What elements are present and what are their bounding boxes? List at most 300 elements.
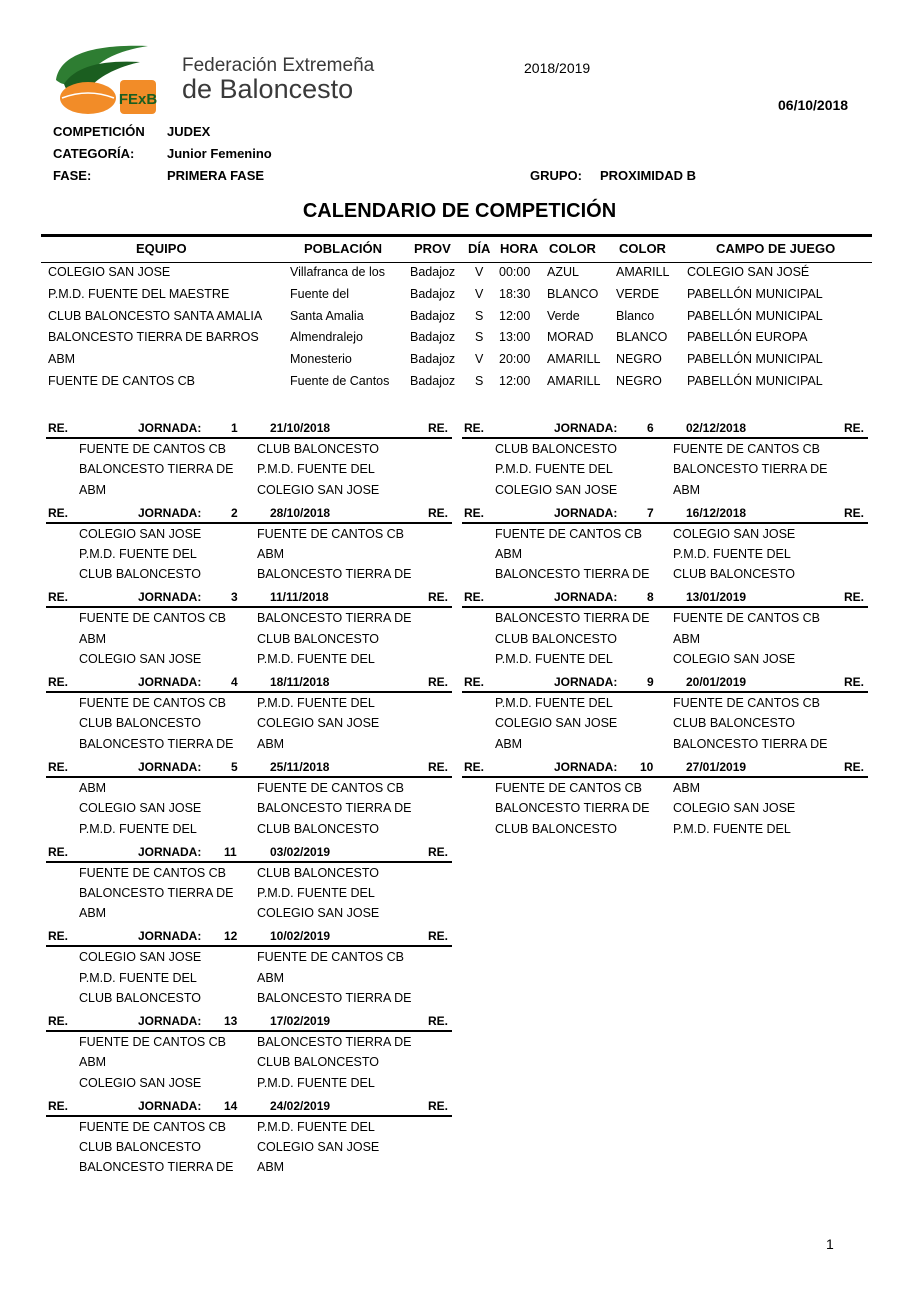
match-row [46,544,452,564]
jornada-re-right: RE. [428,590,449,605]
jornada-re-left: RE. [48,590,69,605]
home-team: COLEGIO SAN JOSE [79,526,202,541]
teams-table-header [41,234,872,263]
team-cell-color-1: Verde [547,308,580,323]
jornada-date: 17/02/2019 [270,1013,331,1028]
away-team: P.M.D. FUENTE DEL [257,652,375,667]
jornada-date: 25/11/2018 [270,759,330,774]
jornada-re-left: RE. [464,421,485,435]
home-team: FUENTE DE CANTOS CB [495,526,643,541]
jornada-block [46,1098,452,1178]
away-team: CLUB BALONCESTO [257,821,380,836]
away-team: P.M.D. FUENTE DEL [673,547,791,562]
jornada-re-right: RE. [844,759,865,774]
away-team: BALONCESTO TIERRA DE [673,462,828,477]
jornada-number: 1 [231,421,238,435]
team-cell-equipo: FUENTE DE CANTOS CB [48,374,196,388]
team-cell-color-1: BLANCO [547,286,599,301]
home-team: CLUB BALONCESTO [79,1139,202,1154]
jornada-block [46,928,452,1008]
jornada-block [462,759,868,839]
jornada-header [462,589,868,608]
jornada-re-left: RE. [464,505,485,520]
match-row [462,564,868,584]
team-row [0,309,919,331]
match-row [46,608,452,628]
match-row [46,524,452,544]
home-team: BALONCESTO TIERRA DE [495,801,650,816]
match-row [462,544,868,564]
away-team: P.M.D. FUENTE DEL [257,1075,375,1090]
jornada-re-left: RE. [48,1013,69,1028]
home-team: P.M.D. FUENTE DEL [79,970,197,985]
jornada-block [462,505,868,585]
category-label: CATEGORÍA: [53,146,135,161]
away-team: FUENTE DE CANTOS CB [673,442,821,456]
jornada-label: JORNADA: [554,505,618,520]
jornada-block [462,674,868,754]
away-team: FUENTE DE CANTOS CB [257,780,405,795]
away-team: FUENTE DE CANTOS CB [257,526,405,541]
team-cell-dia: S [475,374,484,388]
jornada-date: 20/01/2019 [686,675,747,690]
away-team: P.M.D. FUENTE DEL [257,1119,375,1134]
team-cell-equipo: ABM [48,352,76,367]
team-cell-color-2: NEGRO [616,374,662,388]
away-team: BALONCESTO TIERRA DE [257,567,412,582]
jornada-number: 8 [647,590,654,605]
home-team: BALONCESTO TIERRA DE [495,567,650,582]
jornada-re-left: RE. [464,759,485,774]
jornada-re-left: RE. [48,929,69,944]
home-team: ABM [79,482,107,497]
team-row [0,374,919,396]
jornada-re-right: RE. [428,675,449,690]
jornada-number: 2 [231,505,238,520]
home-team: CLUB BALONCESTO [495,821,618,836]
match-row [462,819,868,839]
jornada-re-left: RE. [48,759,69,774]
away-team: COLEGIO SAN JOSE [257,482,380,497]
away-team: ABM [257,736,285,751]
away-team: CLUB BALONCESTO [673,716,796,731]
home-team: ABM [495,547,523,562]
team-cell-color-2: AMARILL [616,265,670,279]
jornada-re-left: RE. [48,421,69,435]
match-row [46,1052,452,1072]
federation-name-line2: de Baloncesto [182,74,354,104]
team-cell-campo: PABELLÓN MUNICIPAL [687,286,823,301]
jornada-header [46,674,452,693]
match-row [462,734,868,754]
team-cell-color-1: AZUL [547,265,579,279]
jornada-number: 4 [231,675,238,690]
home-team: CLUB BALONCESTO [79,716,202,731]
jornada-date: 03/02/2019 [270,844,331,859]
home-team: P.M.D. FUENTE DEL [79,547,197,562]
team-cell-poblacion: Monesterio [290,352,352,367]
jornada-number: 13 [224,1013,238,1028]
team-cell-equipo: CLUB BALONCESTO SANTA AMALIA [48,308,263,323]
match-row [462,798,868,818]
home-team: FUENTE DE CANTOS CB [79,696,227,711]
match-row [46,798,452,818]
home-team: ABM [79,906,107,921]
match-row [462,713,868,733]
match-row [46,459,452,479]
team-cell-prov: Badajoz [410,286,456,301]
jornada-re-right: RE. [428,1098,449,1113]
team-cell-hora: 18:30 [499,286,531,301]
away-team: ABM [257,547,285,562]
jornada-label: JORNADA: [138,590,202,605]
away-team: BALONCESTO TIERRA DE [257,801,412,816]
away-team: FUENTE DE CANTOS CB [257,950,405,965]
match-row [462,629,868,649]
team-cell-poblacion: Villafranca de los [290,265,385,279]
jornada-re-right: RE. [428,759,449,774]
match-row [462,524,868,544]
team-cell-campo: PABELLÓN MUNICIPAL [687,374,823,388]
group-label: GRUPO: [530,168,582,183]
away-team: BALONCESTO TIERRA DE [673,736,828,751]
jornada-header [46,928,452,947]
jornada-date: 13/01/2019 [686,590,747,605]
match-row [46,693,452,713]
team-cell-hora: 13:00 [499,330,531,345]
away-team: P.M.D. FUENTE DEL [673,821,791,836]
away-team: P.M.D. FUENTE DEL [257,462,375,477]
jornada-re-right: RE. [844,421,865,435]
jornada-re-right: RE. [428,844,449,859]
match-row [46,947,452,967]
col-equipo: EQUIPO [136,241,187,256]
match-row [46,883,452,903]
home-team: CLUB BALONCESTO [79,567,202,582]
jornada-re-left: RE. [48,505,69,520]
match-row [462,778,868,798]
home-team: ABM [79,1055,107,1070]
jornada-header [462,674,868,693]
away-team: FUENTE DE CANTOS CB [673,696,821,711]
team-cell-campo: PABELLÓN MUNICIPAL [687,352,823,367]
home-team: ABM [79,631,107,646]
jornada-date: 27/01/2019 [686,759,747,774]
jornada-re-left: RE. [48,1098,69,1113]
team-cell-campo: PABELLÓN MUNICIPAL [687,308,823,323]
away-team: COLEGIO SAN JOSE [257,716,380,731]
document-date: 06/10/2018 [778,97,849,113]
jornada-re-left: RE. [464,590,485,605]
match-row [46,734,452,754]
match-row [46,988,452,1008]
away-team: ABM [257,1160,285,1175]
competition-value: JUDEX [167,124,211,139]
team-cell-dia: V [475,265,484,279]
away-team: CLUB BALONCESTO [257,865,380,880]
col-prov: PROV [414,241,451,256]
away-team: ABM [673,482,701,497]
jornada-re-left: RE. [48,675,69,690]
jornada-re-right: RE. [844,675,865,690]
team-cell-hora: 20:00 [499,352,531,367]
phase-value: PRIMERA FASE [167,168,265,183]
team-cell-prov: Badajoz [410,265,456,279]
home-team: FUENTE DE CANTOS CB [79,1034,227,1049]
home-team: P.M.D. FUENTE DEL [79,821,197,836]
home-team: COLEGIO SAN JOSE [495,482,618,497]
team-cell-color-1: AMARILL [547,352,601,367]
team-cell-equipo: BALONCESTO TIERRA DE BARROS [48,330,259,345]
team-cell-color-2: NEGRO [616,352,662,367]
jornada-block [462,420,868,500]
jornada-number: 7 [647,505,654,520]
away-team: P.M.D. FUENTE DEL [257,885,375,900]
jornada-label: JORNADA: [138,675,202,690]
home-team: ABM [79,780,107,795]
home-team: FUENTE DE CANTOS CB [79,1119,227,1134]
away-team: CLUB BALONCESTO [257,631,380,646]
match-row [46,439,452,459]
team-cell-dia: V [475,352,484,367]
team-cell-poblacion: Fuente de Cantos [290,374,390,388]
match-row [46,778,452,798]
jornada-number: 12 [224,929,238,944]
home-team: P.M.D. FUENTE DEL [495,462,613,477]
team-cell-color-2: VERDE [616,286,660,301]
jornada-label: JORNADA: [138,1013,202,1028]
page-title: CALENDARIO DE COMPETICIÓN [302,200,617,222]
home-team: COLEGIO SAN JOSE [79,1075,202,1090]
match-row [46,1032,452,1052]
home-team: COLEGIO SAN JOSE [79,652,202,667]
match-row [46,480,452,500]
home-team: P.M.D. FUENTE DEL [495,696,613,711]
home-team: CLUB BALONCESTO [495,442,618,456]
match-row [46,903,452,923]
team-cell-poblacion: Santa Amalia [290,308,364,323]
match-row [46,863,452,883]
jornada-header [46,505,452,524]
away-team: CLUB BALONCESTO [257,1055,380,1070]
away-team: COLEGIO SAN JOSE [673,526,796,541]
jornada-date: 28/10/2018 [270,505,331,520]
category-value: Junior Femenino [167,146,272,161]
jornada-label: JORNADA: [554,590,618,605]
jornada-label: JORNADA: [138,505,202,520]
jornada-block [46,420,452,500]
away-team: ABM [673,780,701,795]
match-row [462,608,868,628]
team-cell-dia: S [475,308,484,323]
jornada-date: 02/12/2018 [686,421,747,435]
jornada-label: JORNADA: [138,1098,202,1113]
jornada-header [46,420,452,439]
match-row [462,480,868,500]
col-dia: DÍA [468,241,491,256]
match-row [46,1157,452,1177]
match-row [462,459,868,479]
home-team: COLEGIO SAN JOSE [79,801,202,816]
team-row [0,265,919,287]
jornada-re-left: RE. [48,844,69,859]
jornada-number: 11 [224,844,237,859]
away-team: COLEGIO SAN JOSE [673,652,796,667]
jornada-number: 5 [231,759,238,774]
competition-label: COMPETICIÓN [53,124,145,139]
federation-logo [50,40,160,118]
jornada-date: 18/11/2018 [270,675,330,690]
jornada-number: 9 [647,675,654,690]
jornada-re-right: RE. [428,421,449,435]
jornada-block [46,589,452,669]
federation-name-line1: Federación Extremeña [182,55,375,76]
logo-text: FExB [118,91,158,108]
jornada-label: JORNADA: [554,421,618,435]
team-row [0,287,919,309]
jornada-number: 10 [640,759,654,774]
jornada-header [46,844,452,863]
jornada-re-right: RE. [844,590,865,605]
away-team: COLEGIO SAN JOSE [257,906,380,921]
team-cell-poblacion: Almendralejo [290,330,363,345]
jornada-block [46,759,452,839]
away-team: BALONCESTO TIERRA DE [257,990,412,1005]
jornada-block [46,674,452,754]
jornada-re-left: RE. [464,675,485,690]
away-team: BALONCESTO TIERRA DE [257,611,412,626]
match-row [462,649,868,669]
jornada-label: JORNADA: [138,421,202,435]
team-cell-campo: PABELLÓN EUROPA [687,330,808,345]
team-cell-hora: 12:00 [499,374,531,388]
jornada-header [46,1098,452,1117]
home-team: CLUB BALONCESTO [79,990,202,1005]
away-team: COLEGIO SAN JOSE [257,1139,380,1154]
jornada-re-right: RE. [428,929,449,944]
team-cell-dia: S [475,330,484,345]
home-team: FUENTE DE CANTOS CB [79,442,227,456]
col-color-2: COLOR [619,241,666,256]
jornada-block [462,589,868,669]
jornada-date: 21/10/2018 [270,421,331,435]
match-row [462,439,868,459]
away-team: ABM [257,970,285,985]
away-team: COLEGIO SAN JOSE [673,801,796,816]
match-row [46,1073,452,1093]
jornada-number: 3 [231,590,238,605]
jornada-re-right: RE. [428,505,449,520]
home-team: BALONCESTO TIERRA DE [79,885,234,900]
jornada-date: 24/02/2019 [270,1098,331,1113]
home-team: BALONCESTO TIERRA DE [495,611,650,626]
team-cell-campo: COLEGIO SAN JOSÉ [687,265,810,279]
home-team: CLUB BALONCESTO [495,631,618,646]
team-cell-color-2: Blanco [616,308,655,323]
jornada-label: JORNADA: [138,844,202,859]
match-row [46,968,452,988]
jornada-label: JORNADA: [554,759,618,774]
team-cell-hora: 00:00 [499,265,531,279]
jornada-header [462,505,868,524]
away-team: ABM [673,631,701,646]
home-team: P.M.D. FUENTE DEL [495,652,613,667]
jornada-number: 6 [647,421,654,435]
team-row [0,330,919,352]
home-team: FUENTE DE CANTOS CB [79,611,227,626]
jornada-label: JORNADA: [138,759,202,774]
jornada-number: 14 [224,1098,238,1113]
team-cell-poblacion: Fuente del [290,286,350,301]
match-row [46,1137,452,1157]
away-team: CLUB BALONCESTO [257,442,380,456]
jornada-re-right: RE. [844,505,865,520]
jornada-re-right: RE. [428,1013,449,1028]
team-cell-equipo: P.M.D. FUENTE DEL MAESTRE [48,286,230,301]
away-team: FUENTE DE CANTOS CB [673,611,821,626]
home-team: COLEGIO SAN JOSE [495,716,618,731]
team-cell-prov: Badajoz [410,308,456,323]
col-hora: HORA [500,241,539,256]
team-cell-prov: Badajoz [410,330,456,345]
home-team: COLEGIO SAN JOSE [79,950,202,965]
jornada-header [46,759,452,778]
jornada-block [46,844,452,924]
jornada-date: 10/02/2019 [270,929,331,944]
home-team: FUENTE DE CANTOS CB [79,865,227,880]
home-team: BALONCESTO TIERRA DE [79,462,234,477]
match-row [46,713,452,733]
phase-label: FASE: [53,168,92,183]
team-cell-color-1: MORAD [547,330,594,345]
jornada-header [462,759,868,778]
match-row [46,1117,452,1137]
jornada-label: JORNADA: [138,929,202,944]
jornada-label: JORNADA: [554,675,618,690]
jornada-header [46,1013,452,1032]
jornada-header [46,589,452,608]
away-team: P.M.D. FUENTE DEL [257,696,375,711]
jornada-header [462,420,868,439]
jornada-block [46,505,452,585]
team-cell-equipo: COLEGIO SAN JOSE [48,265,171,279]
col-poblacion: POBLACIÓN [304,241,382,256]
team-row [0,352,919,374]
col-campo: CAMPO DE JUEGO [716,241,836,256]
team-cell-dia: V [475,286,484,301]
col-color-1: COLOR [549,241,596,256]
jornada-date: 11/11/2018 [270,590,329,605]
match-row [46,629,452,649]
season: 2018/2019 [524,60,591,76]
home-team: ABM [495,736,523,751]
match-row [46,819,452,839]
team-cell-color-1: AMARILL [547,374,601,388]
away-team: CLUB BALONCESTO [673,567,796,582]
page-number: 1 [826,1236,834,1252]
team-cell-prov: Badajoz [410,352,456,367]
home-team: BALONCESTO TIERRA DE [79,1160,234,1175]
match-row [46,649,452,669]
team-cell-prov: Badajoz [410,374,456,388]
home-team: BALONCESTO TIERRA DE [79,736,234,751]
away-team: BALONCESTO TIERRA DE [257,1034,412,1049]
match-row [462,693,868,713]
jornada-block [46,1013,452,1093]
group-value: PROXIMIDAD B [600,168,697,183]
home-team: FUENTE DE CANTOS CB [495,780,643,795]
team-cell-color-2: BLANCO [616,330,668,345]
